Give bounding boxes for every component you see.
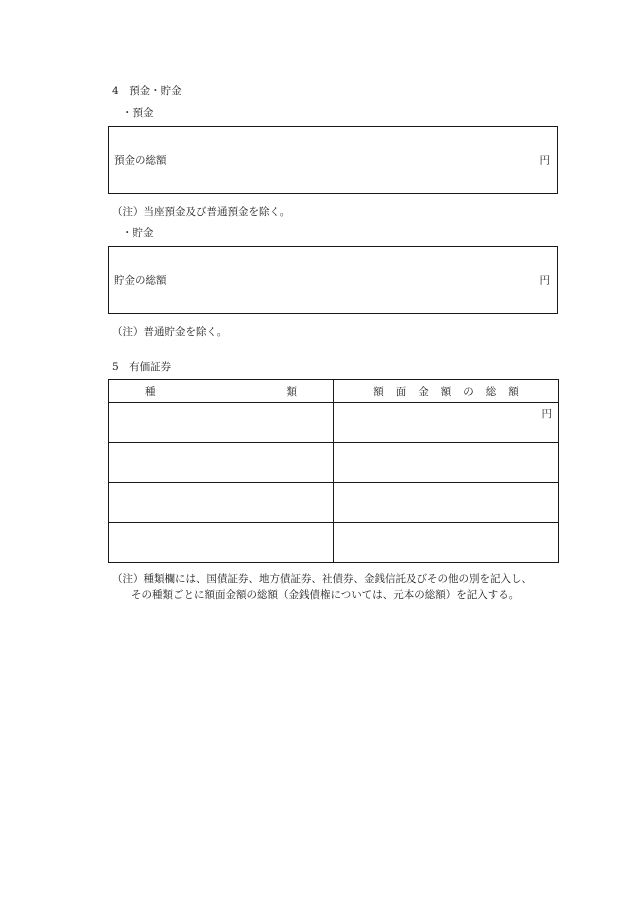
yokin-total-box[interactable] [108, 126, 558, 194]
table-row [109, 403, 559, 443]
amount-cell[interactable] [334, 483, 559, 523]
amount-header-char: 額 [373, 385, 384, 398]
type-cell[interactable] [109, 443, 334, 483]
amount-header-char: 額 [508, 385, 519, 398]
type-cell[interactable] [109, 483, 334, 523]
amount-cell[interactable] [334, 403, 559, 443]
chokin-unit: 円 [539, 274, 550, 287]
chokin-total-box[interactable] [108, 246, 558, 314]
securities-table [108, 379, 559, 563]
table-row [109, 523, 559, 563]
yokin-note: （注）当座預金及び普通預金を除く。 [112, 206, 291, 218]
type-header-char: 種 [145, 385, 156, 398]
amount-header-char: 面 [395, 385, 407, 398]
amount-cell[interactable] [334, 523, 559, 563]
securities-note-line1: （注）種類欄には、国債証券、地方債証券、社債券、金銭信託及びその他の別を記入し、 [112, 573, 532, 585]
amount-column-header [334, 380, 559, 403]
yokin-unit: 円 [539, 154, 550, 167]
amount-header-char: 総 [485, 385, 497, 398]
type-cell[interactable] [109, 523, 334, 563]
securities-note-line2: その種類ごとに額面金額の総額（金銭債権については、元本の総額）を記入する。 [131, 589, 520, 601]
type-column-header [109, 380, 334, 403]
chokin-subheading: ・貯金 [122, 227, 154, 239]
table-row [109, 483, 559, 523]
amount-header-char: の [463, 385, 474, 398]
yokin-total-label: 預金の総額 [114, 154, 167, 167]
amount-header-char: 額 [440, 385, 452, 398]
chokin-total-label: 貯金の総額 [114, 274, 167, 287]
amount-header-char: 金 [418, 385, 429, 398]
amount-unit: 円 [541, 408, 552, 420]
section-5-heading: 5 有価証券 [112, 361, 172, 373]
amount-cell[interactable] [334, 443, 559, 483]
table-row [109, 443, 559, 483]
type-header-char: 類 [286, 385, 297, 398]
section-4-heading: 4 預金・貯金 [112, 85, 182, 97]
chokin-note: （注）普通貯金を除く。 [112, 326, 228, 338]
yokin-subheading: ・預金 [122, 107, 154, 119]
securities-note [112, 571, 532, 603]
type-cell[interactable] [109, 403, 334, 443]
table-header-row [109, 380, 559, 403]
